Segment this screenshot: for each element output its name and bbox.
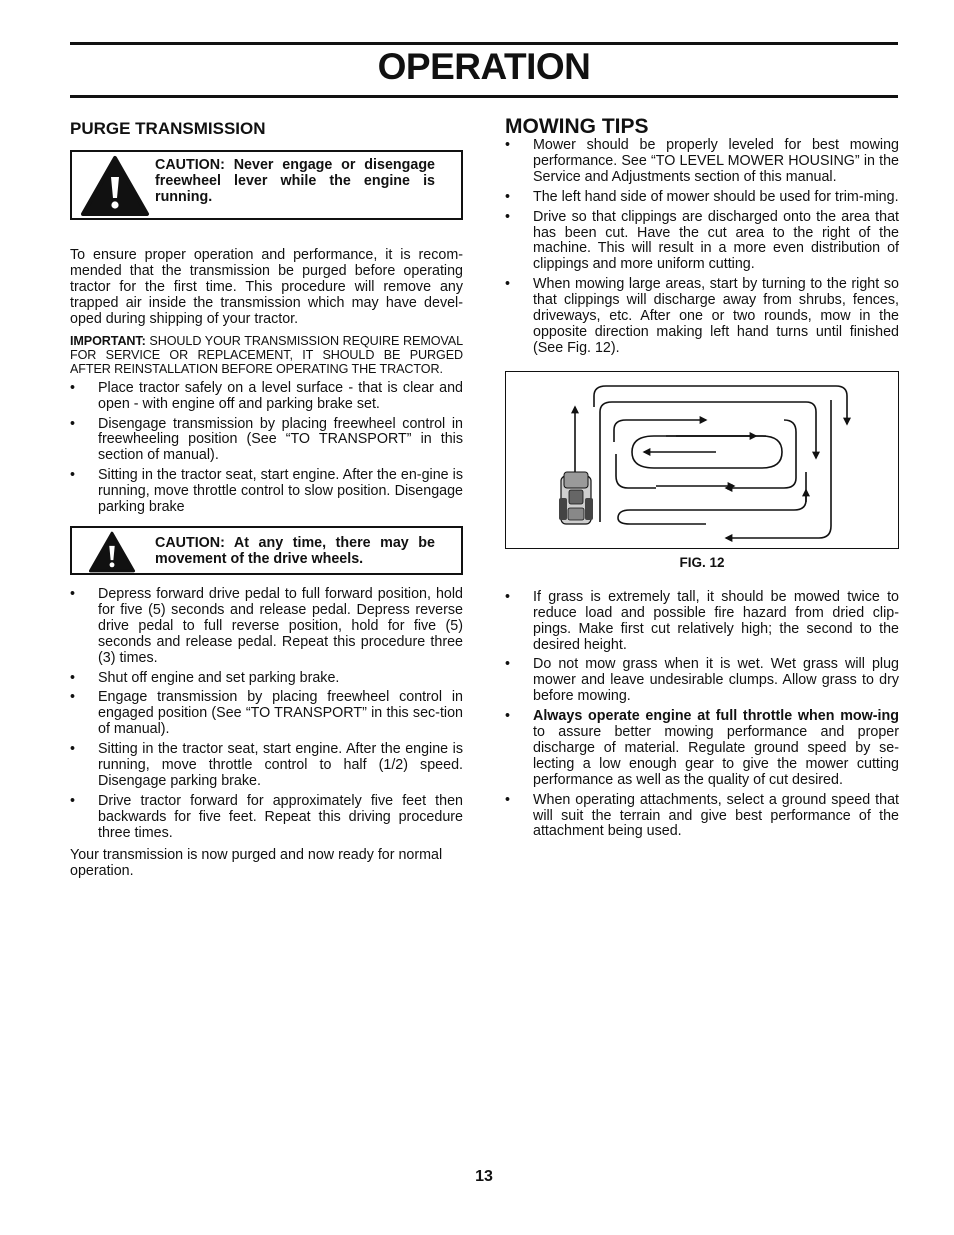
bullet-glyph: •: [70, 379, 76, 396]
list-item: • Sitting in the tractor seat, start engine. After the en-gine is running, move throttle control to slow position. Disengage parking brake: [70, 467, 463, 516]
path-outer-top: [594, 386, 847, 424]
bullet-glyph: •: [70, 415, 76, 432]
list-item: • Sitting in the tractor seat, start engine. After the engine is running, move throttle control to half (1/2) speed. Disengage parking brake.: [70, 741, 463, 789]
bullet-glyph: •: [505, 588, 511, 605]
caution-drive-wheels-text: CAUTION: At any time, there may be movement of the drive wheels.: [155, 535, 435, 567]
list-item: • The left hand side of mower should be used for trim-ming.: [505, 188, 899, 205]
list-item: • When mowing large areas, start by turning to the right so that clippings will discharge away from shrubs, fences, driveways, etc. After one or two rounds, mow in the opposite direction making left hand turns until finished (See Fig. 12).: [505, 276, 899, 356]
path-inner-top-right: [706, 402, 816, 458]
bullet-glyph: •: [505, 276, 511, 293]
list-item: • Do not mow grass when it is wet. Wet grass will plug mower and leave undesirable clumps. Allow grass to dry before mowing.: [505, 656, 899, 705]
bullet-glyph: •: [70, 586, 76, 602]
important-label: IMPORTANT:: [70, 333, 146, 348]
list-item: • Mower should be properly leveled for best mowing performance. See “TO LEVEL MOWER HOUSING” in the Service and Adjustments section of this manual.: [505, 137, 899, 185]
important-note: [70, 334, 463, 377]
list-item: • Drive so that clippings are discharged onto the area that has been cut. Have the cut area to the right of the machine. This will result in a more even distribution of clippings and more uniform cutting.: [505, 208, 899, 273]
bullet-glyph: •: [505, 208, 511, 225]
list-item: [505, 709, 899, 789]
page-title: OPERATION: [377, 46, 591, 87]
purge-closing-paragraph: Your transmission is now purged and now ready for normal operation.: [70, 846, 443, 879]
caution-freewheel-text: CAUTION: Never engage or disengage freewheel lever while the engine is running.: [155, 157, 435, 205]
list-item: • Shut off engine and set parking brake.: [70, 669, 340, 686]
path-loop2-top: [614, 420, 706, 442]
purge-intro-paragraph: To ensure proper operation and performance, it is recom-mended that the transmission be purged before operating tractor for the first time. This procedure will remove any trapped air inside the transmission which may have devel-oped during shipping of your tractor.: [70, 247, 463, 327]
purge-steps-list-1: [70, 381, 463, 516]
path-loop2-right: [726, 420, 796, 488]
mowing-pattern-figure: [505, 371, 899, 549]
bullet-glyph: •: [70, 669, 76, 686]
list-item: • If grass is extremely tall, it should be mowed twice to reduce load and possible fire hazard from dried clip-pings. Make first cut relatively high; the second to the desired height.: [505, 588, 899, 653]
caution-box-freewheel: [70, 150, 463, 220]
mowing-tips-heading: MOWING TIPS: [505, 115, 649, 138]
list-item: • Drive tractor forward for approximately five feet then backwards for five feet. Repeat this driving procedure three times.: [70, 792, 463, 841]
caution-box-drive-wheels: [70, 526, 463, 575]
list-item: • Depress forward drive pedal to full forward position, hold for five (5) seconds and release pedal. Depress reverse drive pedal to full reverse position, hold for five (5) seconds and release pedal. Repeat this procedure three (3) times.: [70, 586, 463, 666]
bullet-glyph: •: [70, 689, 76, 706]
bullet-glyph: •: [505, 188, 511, 205]
bullet-glyph: •: [70, 792, 76, 809]
title-underline-rule: [70, 95, 898, 98]
bullet-glyph: •: [505, 708, 511, 725]
list-item: • Engage transmission by placing freewheel control in engaged position (See “TO TRANSPORT” in this sec-tion of manual).: [70, 689, 463, 738]
list-item: • Disengage transmission by placing freewheel control in freewheeling position (See “TO TRANSPORT” in this section of manual).: [70, 415, 463, 464]
figure-caption: FIG. 12: [679, 554, 725, 570]
bullet-glyph: •: [70, 467, 76, 484]
bold-tip-rest: to assure better mowing performance and proper discharge of material. Regulate ground speed by se-lecting a low enough gear to give the mower cutting performance as well as the quality of cut desired.: [533, 724, 899, 788]
list-item: • When operating attachments, select a ground speed that will suit the terrain and give best performance of the attachment being used.: [505, 791, 899, 840]
tractor-icon: [559, 472, 593, 524]
path-outer-bottom: [726, 452, 831, 538]
path-loop2-left: [616, 454, 656, 488]
warning-triangle-icon: [80, 155, 150, 217]
purge-transmission-heading: PURGE TRANSMISSION: [70, 119, 266, 138]
important-text: SHOULD YOUR TRANSMISSION REQUIRE REMOVAL FOR SERVICE OR REPLACEMENT, IT SHOULD BE PURGED AFTER REINSTALLATION BEFORE OPERATING THE TRACTOR.: [70, 333, 463, 377]
page-number: 13: [475, 1168, 493, 1185]
mowing-tips-column: [505, 116, 899, 844]
bold-tip-lead: Always operate engine at full throttle when mow-ing: [533, 708, 899, 725]
mowing-tips-list-1: [505, 138, 899, 357]
bullet-glyph: •: [70, 741, 76, 758]
purge-transmission-column: [70, 116, 463, 879]
bullet-glyph: •: [505, 791, 511, 808]
bullet-glyph: •: [505, 137, 511, 153]
purge-steps-list-2: [70, 587, 463, 842]
path-bottom-lane: [618, 472, 806, 524]
mowing-tips-list-2: [505, 590, 899, 841]
bullet-glyph: •: [505, 656, 511, 673]
mowing-pattern-diagram: [506, 372, 897, 547]
list-item: • Place tractor safely on a level surface - that is clear and open - with engine off and parking brake set.: [70, 379, 463, 412]
top-rule: [70, 42, 898, 45]
warning-triangle-icon: [86, 531, 138, 573]
